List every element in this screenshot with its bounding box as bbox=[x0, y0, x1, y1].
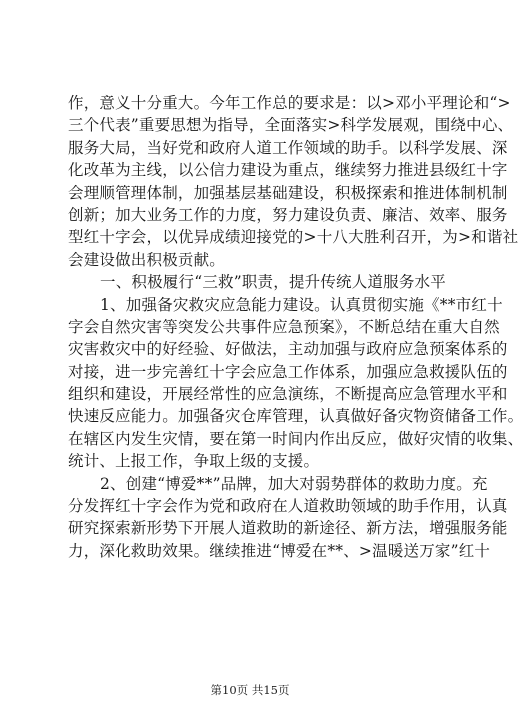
text-line: 对接，进一步完善红十字会应急工作体系，加强应急救援队伍的 bbox=[68, 362, 508, 381]
text-line: 作，意义十分重大。今年工作总的要求是：以>邓小平理论和“> bbox=[68, 94, 511, 112]
text-line: 化改革为主线，以公信力建设为重点，继续努力推进县级红十字 bbox=[68, 161, 508, 180]
text-line: 字会自然灾害等突发公共事件应急预案》，不断总结在重大自然 bbox=[68, 317, 500, 336]
text-line: 创新；加大业务工作的力度，努力建设负责、廉洁、效率、服务 bbox=[68, 205, 508, 224]
document-body bbox=[68, 92, 523, 562]
text-line: 2、创建“博爱**”品牌，加大对弱势群体的救助力度。充 bbox=[100, 474, 488, 493]
text-line: 会建设做出积极贡献。 bbox=[68, 250, 226, 269]
text-line: 会理顺管理体制，加强基层基础建设，积极探索和推进体制机制 bbox=[68, 183, 508, 202]
text-line: 1、加强备灾救灾应急能力建设。认真贯彻实施《**市红十 bbox=[100, 295, 503, 314]
text-line: 分发挥红十字会作为党和政府在人道救助领域的助手作用，认真 bbox=[68, 497, 508, 516]
text-line: 快速反应能力。加强备灾仓库管理，认真做好备灾物资储备工作。 bbox=[68, 407, 523, 426]
page-number-footer: 第10页 共15页 bbox=[210, 683, 290, 697]
text-line: 三个代表”重要思想为指导，全面落实>科学发展观，围绕中心、 bbox=[68, 116, 514, 135]
text-line: 型红十字会，以优异成绩迎接党的>十八大胜利召开，为>和谐社 bbox=[68, 228, 519, 247]
text-line: 统计、上报工作，争取上级的支援。 bbox=[68, 452, 320, 471]
text-line: 研究探索新形势下开展人道救助的新途径、新方法，增强服务能 bbox=[68, 519, 508, 538]
text-line: 组织和建设，开展经常性的应急演练，不断提高应急管理水平和 bbox=[68, 385, 508, 404]
text-line: 力，深化救助效果。继续推进“博爱在**、>温暖送万家”红十 bbox=[68, 541, 491, 560]
section-heading: 一、积极履行“三救”职责，提升传统人道服务水平 bbox=[100, 273, 446, 292]
text-line: 灾害救灾中的好经验、好做法，主动加强与政府应急预案体系的 bbox=[68, 340, 508, 359]
text-line: 在辖区内发生灾情，要在第一时间内作出反应，做好灾情的收集、 bbox=[68, 429, 523, 448]
text-line: 服务大局，当好党和政府人道工作领域的助手。以科学发展、深 bbox=[68, 138, 508, 157]
